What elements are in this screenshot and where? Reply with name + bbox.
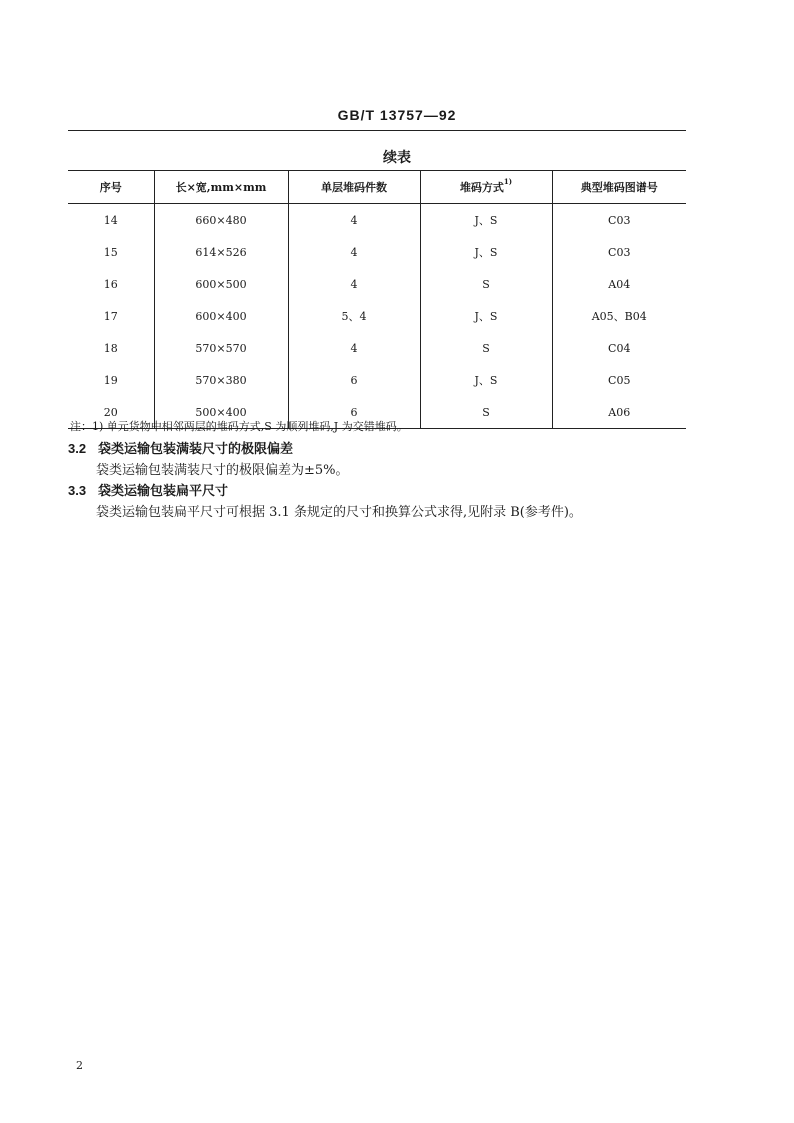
table-cell: 4 bbox=[288, 332, 420, 364]
table-cell: C05 bbox=[552, 364, 686, 396]
column-header-index: 序号 bbox=[68, 171, 154, 204]
table-cell: 18 bbox=[103, 341, 118, 355]
table-cell: 570×380 bbox=[154, 364, 288, 396]
table-cell: 16 bbox=[103, 277, 118, 291]
table-cell: 660×480 bbox=[154, 204, 288, 237]
section-number: 3.2 bbox=[68, 441, 87, 456]
section-body-3-2: 袋类运输包装满装尺寸的极限偏差为±5%。 bbox=[96, 463, 349, 478]
section-body-3-3: 袋类运输包装扁平尺寸可根据 3.1 条规定的尺寸和换算公式求得,见附录 B(参考件)。 bbox=[96, 505, 582, 520]
table-cell: 5、4 bbox=[288, 300, 420, 332]
table-cell: 4 bbox=[288, 268, 420, 300]
table-row bbox=[68, 204, 686, 237]
table-cell: J、S bbox=[420, 300, 552, 332]
standard-code: GB/T 13757—92 bbox=[337, 107, 457, 123]
column-header-diagram: 典型堆码图谱号 bbox=[552, 171, 686, 204]
table-header-row bbox=[68, 171, 686, 204]
table-cell: C03 bbox=[552, 204, 686, 237]
section-number: 3.3 bbox=[68, 483, 87, 498]
table-cell: 19 bbox=[103, 373, 118, 387]
table-row bbox=[68, 236, 686, 268]
table-cell: A06 bbox=[552, 396, 686, 429]
page-number: 2 bbox=[76, 1059, 83, 1072]
column-header-size: 长×宽,mm×mm bbox=[154, 171, 288, 204]
header-rule bbox=[68, 130, 686, 131]
table-cell: A05、B04 bbox=[552, 300, 686, 332]
table-cell: C03 bbox=[552, 236, 686, 268]
table-cell: 4 bbox=[288, 236, 420, 268]
table-cell: J、S bbox=[420, 204, 552, 237]
table-cell: J、S bbox=[420, 236, 552, 268]
table-row bbox=[68, 364, 686, 396]
section-heading-3-2 bbox=[68, 438, 293, 457]
table-footnote: 注：1) 单元货物中相邻两层的堆码方式,S 为顺列堆码,J 为交错堆码。 bbox=[70, 420, 408, 433]
spec-table bbox=[68, 170, 686, 429]
column-header-count: 单层堆码件数 bbox=[288, 171, 420, 204]
section-title: 袋类运输包装扁平尺寸 bbox=[98, 484, 229, 499]
table-cell: 20 bbox=[68, 396, 154, 429]
table-cell: 14 bbox=[103, 213, 118, 227]
table-cell: S bbox=[420, 332, 552, 364]
table-cell: 4 bbox=[288, 204, 420, 237]
table-cell: 6 bbox=[288, 396, 420, 429]
table-row bbox=[68, 332, 686, 364]
table-cell: 17 bbox=[103, 309, 118, 323]
table-cell: 6 bbox=[288, 364, 420, 396]
table-cell: 500×400 bbox=[154, 396, 288, 429]
column-header-method bbox=[420, 171, 552, 204]
section-heading-3-3 bbox=[68, 480, 228, 499]
column-header-method-label: 堆码方式 bbox=[459, 181, 504, 194]
table-row bbox=[68, 300, 686, 332]
table-cell: A04 bbox=[552, 268, 686, 300]
table-cell: 600×500 bbox=[154, 268, 288, 300]
footnote-mark: 1) bbox=[503, 177, 513, 186]
table-cell: 15 bbox=[103, 245, 118, 259]
table-row bbox=[68, 268, 686, 300]
section-title: 袋类运输包装满装尺寸的极限偏差 bbox=[98, 442, 294, 457]
table-cell: 600×400 bbox=[154, 300, 288, 332]
table-cell: S bbox=[420, 396, 552, 429]
table-cell: C04 bbox=[552, 332, 686, 364]
table-cell: J、S bbox=[420, 364, 552, 396]
table-cell: 614×526 bbox=[154, 236, 288, 268]
table-cell: S bbox=[420, 268, 552, 300]
table-cell: 570×570 bbox=[154, 332, 288, 364]
table-caption: 续表 bbox=[383, 150, 411, 166]
